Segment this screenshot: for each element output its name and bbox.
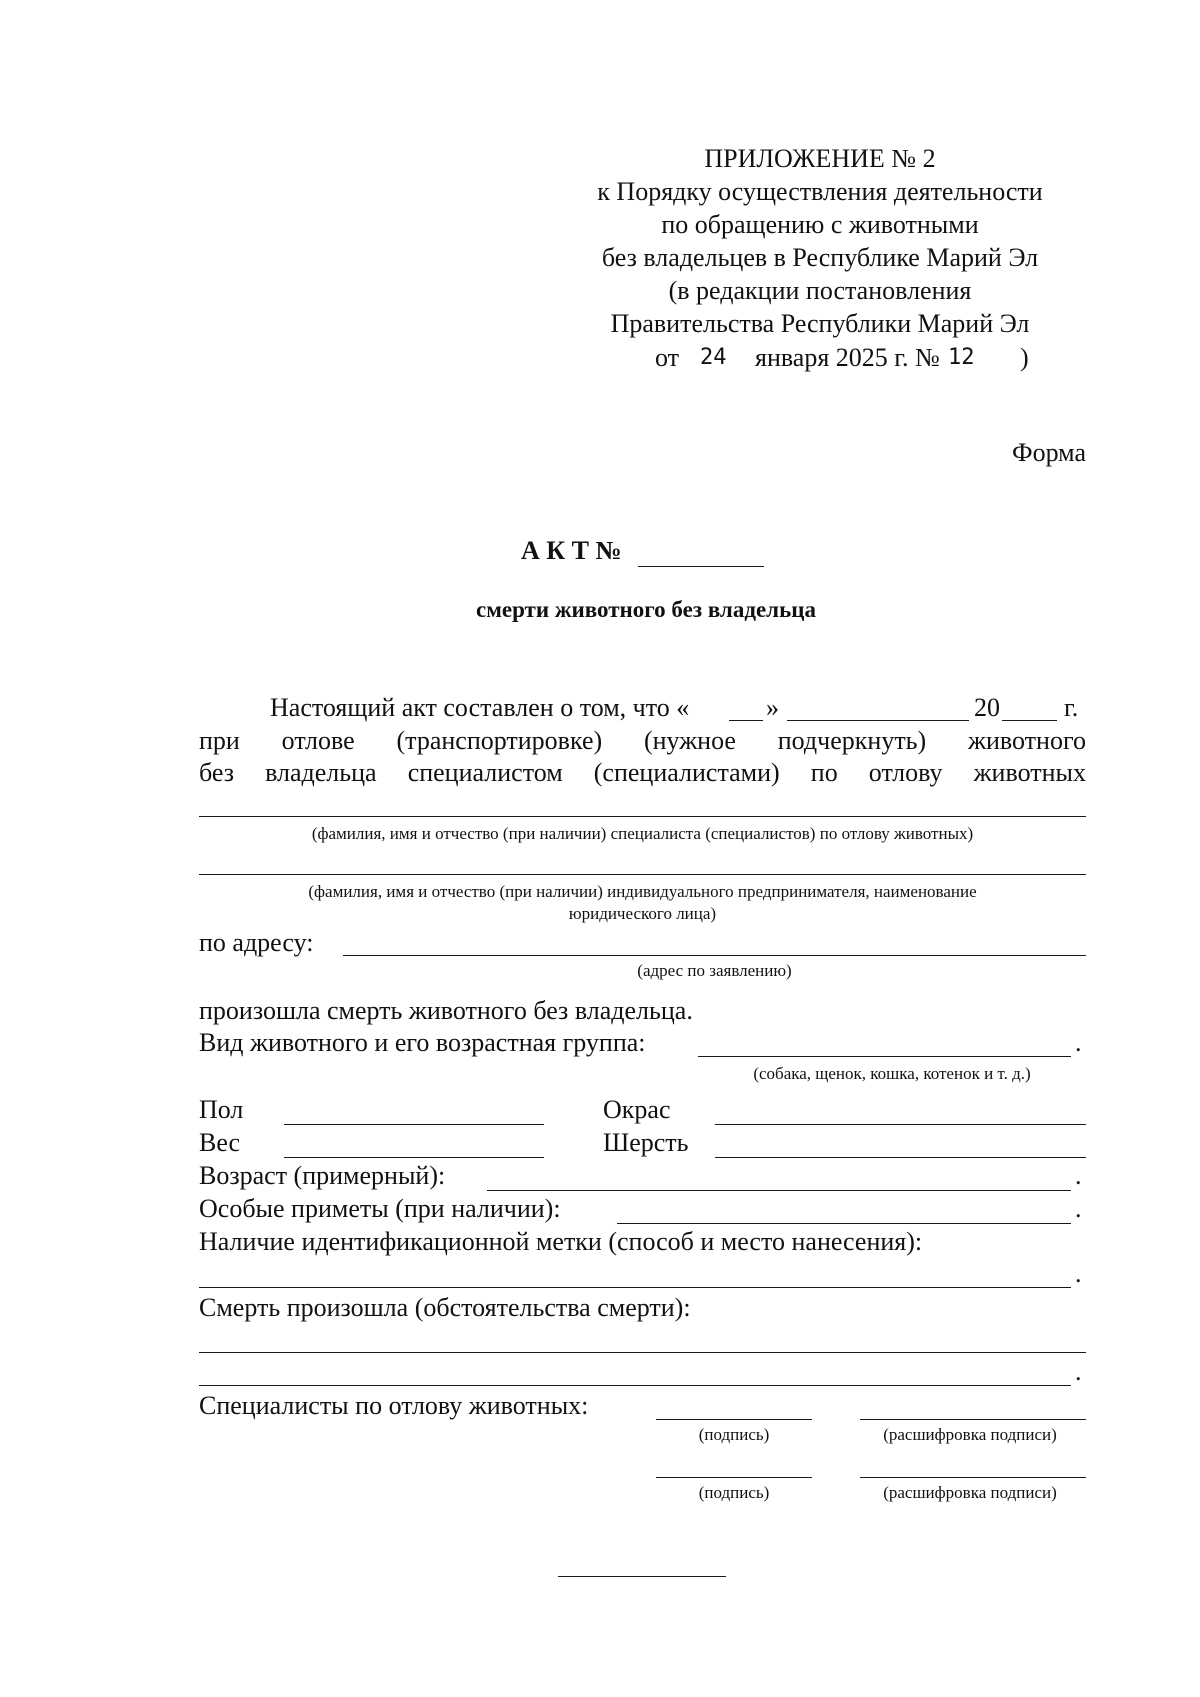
age-line [487, 1190, 1071, 1191]
word: при [199, 726, 240, 755]
species-caption: (собака, щенок, кошка, котенок и т. д.) [753, 1064, 1031, 1083]
color-label: Окрас [603, 1095, 671, 1124]
death-circumstances-line-2 [199, 1385, 1071, 1386]
appendix-date-from: от [655, 343, 680, 372]
address-label: по адресу: [199, 928, 314, 957]
paragraph-line-2 [199, 728, 1086, 754]
fur-line [715, 1157, 1086, 1158]
appendix-line-1: к Порядку осуществления деятельности [597, 177, 1043, 206]
signature-caption-1: (подпись) [698, 1425, 770, 1444]
word: по [810, 758, 838, 787]
word: отлове [281, 726, 355, 755]
entrepreneur-line [199, 874, 1086, 875]
address-caption: (адрес по заявлению) [637, 961, 792, 980]
act-subtitle: смерти животного без владельца [475, 597, 816, 622]
specialist-caption: (фамилия, имя и отчество (при наличии) специалиста (специалистов) по отлову животных) [311, 824, 974, 843]
fur-label: Шерсть [603, 1128, 689, 1157]
age-period: . [1075, 1161, 1082, 1190]
appendix-date-day: 24 [700, 345, 727, 370]
signature-caption-2: (подпись) [698, 1483, 770, 1502]
address-line [343, 955, 1086, 956]
month-line [787, 720, 969, 721]
appendix-line-3: без владельцев в Республике Марий Эл [601, 243, 1039, 272]
appendix-line-4: (в редакции постановления [668, 276, 972, 305]
weight-line [284, 1157, 544, 1158]
decryption-caption-2: (расшифровка подписи) [883, 1483, 1057, 1502]
death-circumstances-period: . [1075, 1357, 1082, 1386]
age-label: Возраст (примерный): [199, 1161, 446, 1190]
form-label: Форма [1012, 438, 1086, 467]
day-line [729, 720, 763, 721]
word: без [199, 758, 235, 787]
death-circumstances-line-1 [199, 1352, 1086, 1353]
appendix-title: ПРИЛОЖЕНИЕ № 2 [704, 144, 936, 173]
weight-label: Вес [199, 1128, 241, 1157]
color-line [715, 1124, 1086, 1125]
id-mark-line [199, 1287, 1071, 1288]
closing-separator [558, 1576, 726, 1577]
word: (транспортировке) [396, 726, 603, 755]
species-label: Вид животного и его возрастная группа: [199, 1028, 646, 1057]
id-mark-period: . [1075, 1259, 1082, 1288]
quote-close: » [766, 693, 779, 722]
word: подчеркнуть) [777, 726, 927, 755]
paragraph-line-3 [199, 760, 1086, 786]
special-marks-period: . [1075, 1194, 1082, 1223]
decryption-line-2 [860, 1477, 1086, 1478]
decryption-line-1 [860, 1419, 1086, 1420]
death-circumstances-label: Смерть произошла (обстоятельства смерти): [199, 1293, 691, 1322]
appendix-line-5: Правительства Республики Марий Эл [610, 309, 1030, 338]
entrepreneur-caption-1: (фамилия, имя и отчество (при наличии) индивидуального предпринимателя, наименование [308, 882, 977, 901]
appendix-line-2: по обращению с животными [661, 210, 979, 239]
id-mark-label: Наличие идентификационной метки (способ и место нанесения): [199, 1227, 923, 1256]
signature-line-1 [656, 1419, 812, 1420]
appendix-date-number: 12 [948, 345, 975, 370]
year-suffix: г. [1064, 693, 1079, 722]
word: специалистом [407, 758, 563, 787]
signature-line-2 [656, 1477, 812, 1478]
word: животных [973, 758, 1086, 787]
special-marks-label: Особые приметы (при наличии): [199, 1194, 561, 1223]
act-number-line [638, 566, 764, 567]
sex-line [284, 1124, 544, 1125]
decryption-caption-1: (расшифровка подписи) [883, 1425, 1057, 1444]
intro-text: Настоящий акт составлен о том, что « [270, 693, 690, 722]
year-prefix: 20 [974, 693, 1000, 722]
death-occurred-text: произошла смерть животного без владельца. [199, 996, 693, 1025]
appendix-date-close: ) [1020, 343, 1029, 372]
specialists-label: Специалисты по отлову животных: [199, 1391, 589, 1420]
species-line [698, 1056, 1071, 1057]
act-title: А К Т № [521, 536, 622, 565]
word: отлову [868, 758, 943, 787]
word: животного [968, 726, 1086, 755]
sex-label: Пол [199, 1095, 244, 1124]
special-marks-line [617, 1223, 1071, 1224]
word: (специалистами) [593, 758, 780, 787]
appendix-date-month-year: января 2025 г. № [755, 343, 940, 372]
specialist-name-line [199, 816, 1086, 817]
word: (нужное [643, 726, 736, 755]
entrepreneur-caption-2: юридического лица) [568, 904, 717, 923]
word: владельца [265, 758, 377, 787]
species-period: . [1075, 1028, 1082, 1057]
year-line [1002, 720, 1057, 721]
